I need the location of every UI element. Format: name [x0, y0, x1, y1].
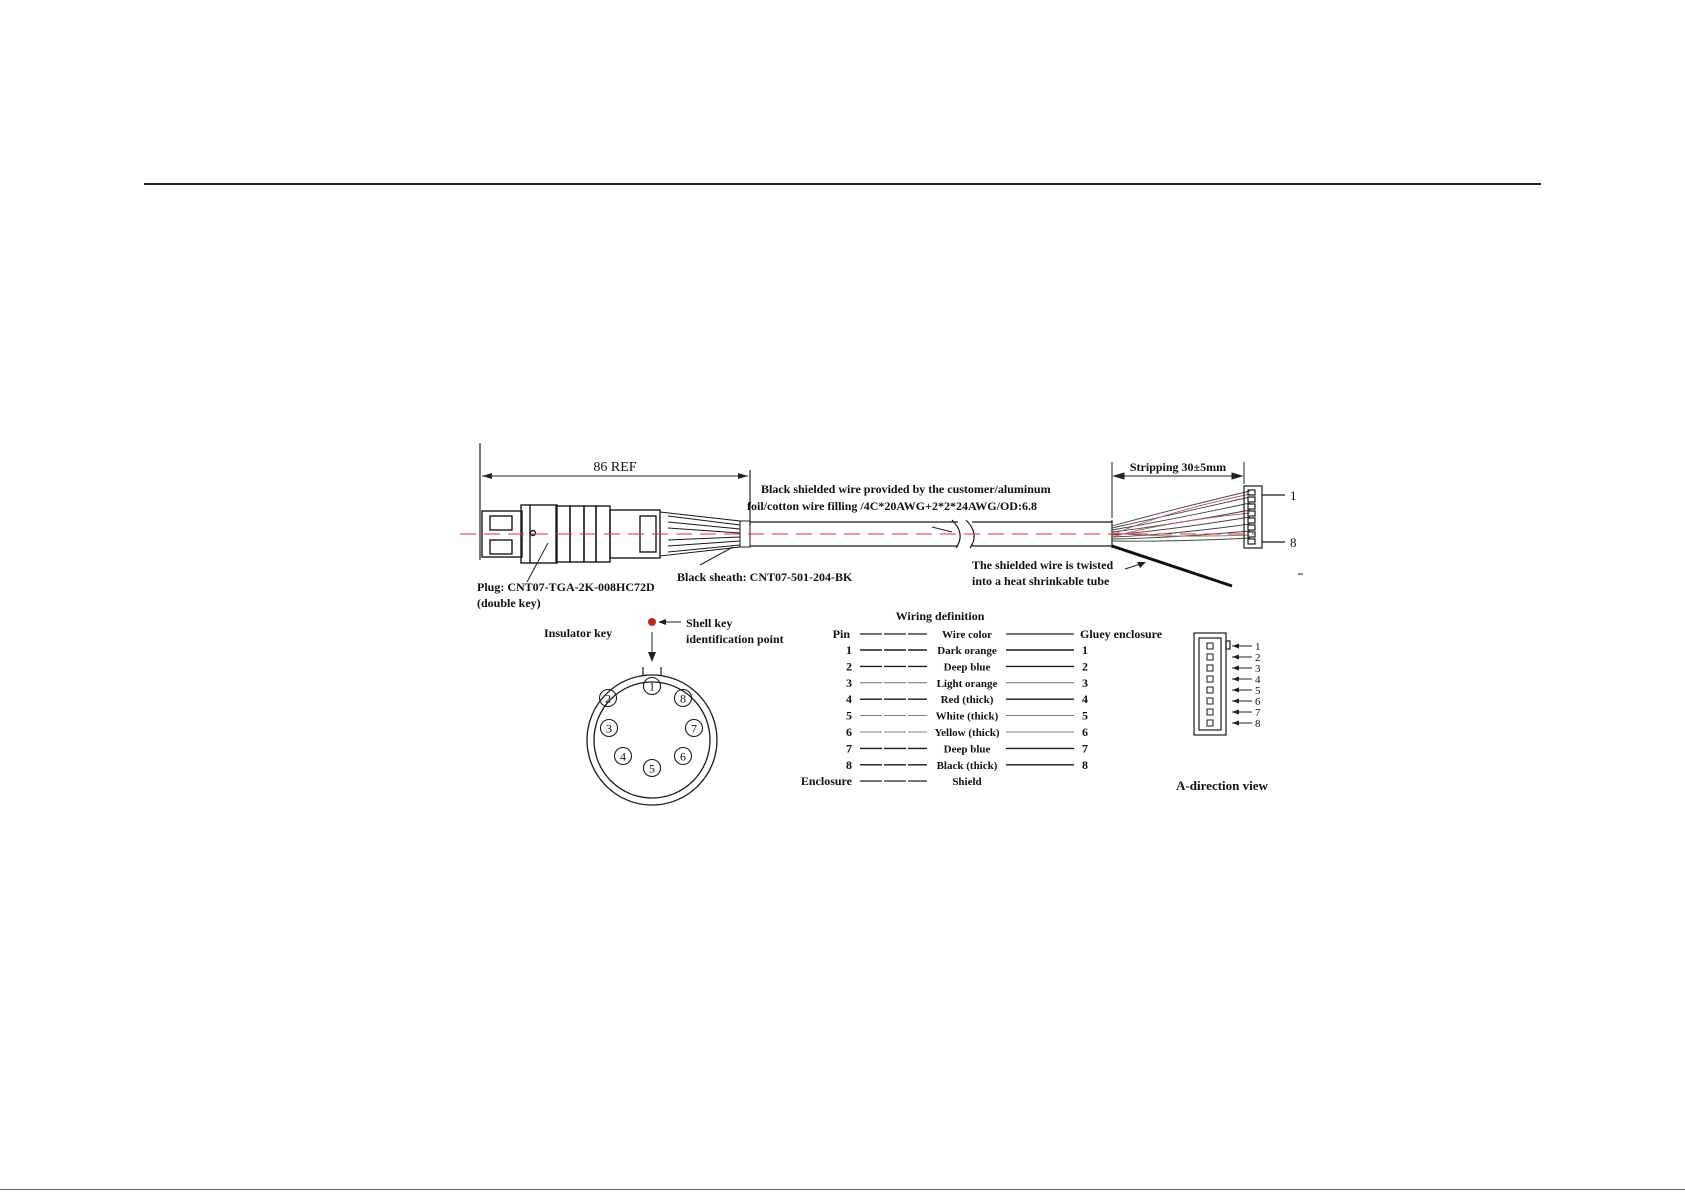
shield-note-line2: into a heat shrinkable tube [972, 574, 1110, 588]
face-pin-number: 5 [649, 761, 655, 776]
face-pins [600, 678, 703, 777]
wiring-row-pin: 5 [846, 708, 852, 723]
cable-description-line2: foil/cotton wire filling /4C*20AWG+2*2*24AWG/OD:6.8 [747, 499, 1037, 513]
shield-note-line1: The shielded wire is twisted [972, 558, 1114, 572]
a-view-pin-number: 6 [1255, 696, 1261, 708]
wiring-row-end: 2 [1082, 659, 1088, 674]
wiring-row-end: 5 [1082, 708, 1088, 723]
a-view-arrowhead [1232, 644, 1239, 649]
plug-label-line2: (double key) [477, 596, 541, 610]
a-view-cavity [1207, 709, 1213, 715]
a-view-pin-number: 3 [1255, 663, 1261, 675]
a-view-arrowhead [1232, 666, 1239, 671]
insulator-key-label: Insulator key [544, 626, 613, 640]
wiring-header-enclosure: Gluey enclosure [1080, 627, 1163, 641]
wiring-row-end: 7 [1082, 741, 1088, 756]
a-view-cavity [1207, 720, 1213, 726]
stripping-label: Stripping 30±5mm [1129, 460, 1227, 474]
a-view-cavity [1207, 687, 1213, 693]
face-pin-number: 1 [649, 679, 655, 694]
wiring-row-end: 3 [1082, 675, 1088, 690]
wiring-header-color: Wire color [942, 629, 992, 641]
face-pin-number: 2 [605, 691, 611, 706]
a-view-cavity [1207, 643, 1213, 649]
wiring-row-color: Yellow (thick) [934, 727, 1000, 739]
a-view-pin-number: 1 [1255, 641, 1261, 653]
wiring-header-pin: Pin [832, 627, 850, 641]
a-view-arrowhead [1232, 688, 1239, 693]
face-pin-number: 3 [606, 721, 612, 736]
wiring-row-end: 6 [1082, 725, 1088, 739]
face-pin-number: 6 [680, 749, 686, 764]
wiring-row-pin: 1 [846, 643, 852, 657]
wiring-row-pin: 6 [846, 725, 852, 739]
a-view-pins [1207, 641, 1261, 730]
terminal-pin-last: 8 [1290, 535, 1297, 550]
a-view-arrowhead [1232, 677, 1239, 682]
wiring-row-pin: 4 [846, 692, 852, 707]
wiring-row-end: 4 [1082, 692, 1088, 707]
a-view-cavity [1207, 665, 1213, 671]
wiring-row-pin: 7 [846, 741, 852, 756]
face-pin-number: 4 [620, 749, 626, 764]
sheath-label: Black sheath: CNT07-501-204-BK [677, 570, 853, 584]
wiring-row-pin: 2 [846, 659, 852, 674]
wiring-row-end: 1 [1082, 643, 1088, 657]
wiring-row-end: 8 [1082, 757, 1088, 772]
shield-drain-wire [1112, 546, 1232, 586]
dimension-label: 86 REF [593, 460, 637, 475]
cable-desc-leader [932, 527, 952, 532]
shell-key-label-line1: Shell key [686, 616, 733, 630]
wiring-row-pin: 3 [846, 675, 852, 690]
wiring-title: Wiring definition [895, 609, 985, 623]
wiring-row-color: Light orange [936, 677, 998, 690]
wiring-shield-color: Shield [952, 776, 982, 788]
a-view-cavity [1207, 698, 1213, 704]
a-direction-caption: A-direction view [1176, 778, 1268, 793]
a-view-arrowhead [1232, 710, 1239, 715]
terminal-pin-first: 1 [1290, 488, 1297, 503]
a-view-pin-number: 7 [1255, 707, 1261, 719]
a-view-arrowhead [1232, 655, 1239, 660]
wiring-row-color: Black (thick) [936, 759, 998, 772]
wiring-shield-pin: Enclosure [800, 774, 852, 788]
a-view-pin-number: 5 [1255, 685, 1261, 697]
a-view-cavity [1207, 654, 1213, 660]
cable-description-line1: Black shielded wire provided by the customer/aluminum [761, 482, 1051, 496]
a-view-pin-number: 4 [1255, 674, 1261, 686]
a-view-cavity [1207, 676, 1213, 682]
wiring-row-pin: 8 [846, 757, 852, 772]
wiring-row-color: Red (thick) [940, 694, 994, 707]
face-pin-number: 7 [691, 721, 697, 736]
a-view-arrowhead [1232, 699, 1239, 704]
shell-key-dot [648, 618, 656, 626]
plug-label-line1: Plug: CNT07-TGA-2K-008HC72D [477, 580, 655, 594]
face-pin-number: 8 [680, 691, 686, 706]
a-view-pin-number: 2 [1255, 652, 1261, 664]
a-view-arrowhead [1232, 721, 1239, 726]
terminal-housing [1244, 486, 1285, 548]
wiring-row-color: Deep blue [943, 743, 991, 756]
a-view-pin-number: 8 [1255, 718, 1261, 730]
shell-key-label-line2: identification point [686, 632, 784, 646]
footer-rule [0, 1189, 1685, 1190]
wiring-row-color: White (thick) [935, 710, 999, 723]
wiring-row-color: Dark orange [937, 645, 997, 657]
wiring-table [846, 643, 1088, 772]
wiring-row-color: Deep blue [943, 661, 991, 674]
